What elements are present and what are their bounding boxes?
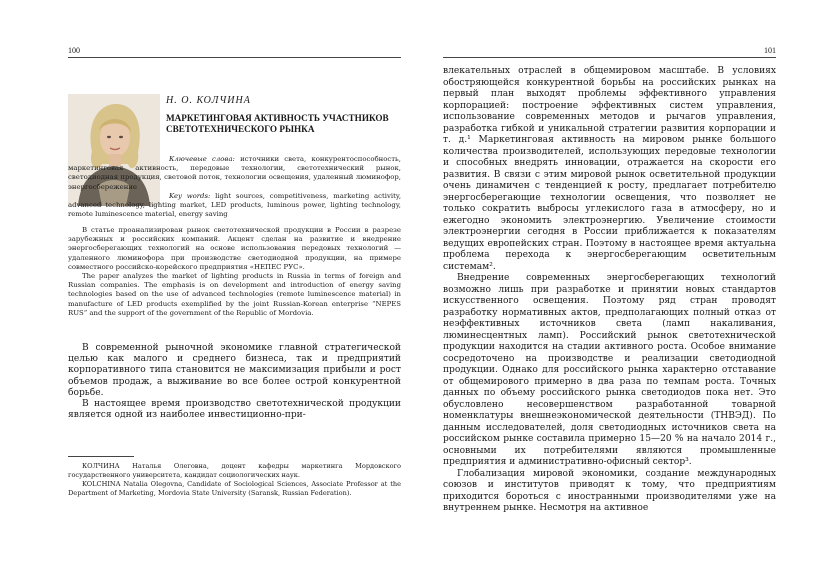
author-name: Н. О. КОЛЧИНА [166, 95, 251, 106]
body-paragraph: Глобализация мировой экономики, создание международных союзов и институтов приводят к тому, что предприятиям приходится бороться с иностранными производителями уже на внутреннем рынке. Несмотря на активное [443, 468, 776, 513]
abstract-en: The paper analyzes the market of lighting products in Russia in terms of foreign and Russian companies. The emphasis is on development and introduction of energy saving technologies based on the use of advanced technologies (remote luminescence material) in manufacture of LED products exemplified by the joint Russian-Korean enterprise “NEPES RUS” and the support of the government of the Republic of Mordovia. [68, 272, 401, 317]
body-text-left [68, 343, 401, 421]
page-number-right: 101 [764, 46, 776, 55]
footnote-ru: КОЛЧИНА Наталья Олеговна, доцент кафедры маркетинга Мордовского государственного университета, кандидат социологических наук. [68, 462, 401, 480]
abstract-ru: В статье проанализирован рынок светотехнической продукции в России в разрезе зарубежных и российских компаний. Акцент сделан на развитие и внедрение энергосберегающих технологий на основе использования передовых технологий — удаленного люминофора при производстве светодиодной продукции, на примере совместного российско-корейского предприятия «НЕПЕС РУС». [68, 226, 401, 271]
keywords-ru-text: источники света, конкурентоспособность, маркетинговая активность, передовые технологии, светотехнический рынок, светодиодная продукция, световой поток, технологии освещения, удаленный люминофор, энергосбережение [68, 155, 401, 191]
keywords-block [68, 155, 401, 219]
footnote-en: KOLCHINA Natalia Olegovna, Candidate of Sociological Sciences, Associate Professor at the Department of Marketing, Mordovia State University (Saransk, Russian Federation). [68, 480, 401, 498]
body-paragraph: В современной рыночной экономике главной стратегической целью как малого и среднего бизнеса, так и предприятий корпоративного типа становится не максимизация прибыли и рост объемов продаж, а выживание во все более острой конкурентной борьбе. [68, 343, 401, 398]
keywords-en-text: light sources, competitiveness, marketing activity, advanced technology, lighting market, LED products, luminous power, lighting technology, remote luminescence material, energy saving [68, 191, 402, 219]
keywords-en-label: Key words: [169, 191, 211, 200]
page-number-left: 100 [68, 46, 80, 55]
keywords-ru [68, 155, 401, 192]
body-paragraph: В настоящее время производство светотехнической продукции является одной из наиболее инвестиционно-при- [68, 399, 401, 421]
keywords-ru-label: Ключевые слова: [169, 155, 235, 163]
body-paragraph: Внедрение современных энергосберегающих технологий возможно лишь при разработке и принятии новых стандартов искусственного освещения. Поэтому ряд стран проводят разработку нормативных актов, предполагающих полный отказ от неэффективных источников света (ламп накаливания, люминесцентных ламп). Российский рынок светотехнической продукции находится на стадии активного роста. Особое внимание сосредоточено на производстве и реализации светодиодной продукции. Однако для российского рынка характерно отставание от общемирового примерно в два раза по темпам роста. Точных данных по объему российского рынка светодиодов пока нет. Это обусловлено несовершенством разработанной товарной номенклатуры внешнеэкономической деятельности (ТНВЭД). По данным исследователей, доля светодиодных источников света на российском рынке составила примерно 15—20 % на начало 2014 г., основными их потребителями являются промышленные предприятия и административно-офисный сектор³. [443, 273, 776, 467]
footnote-rule [68, 456, 134, 457]
keywords-en [68, 192, 401, 220]
header-rule-left [68, 57, 401, 58]
abstract-block [68, 226, 401, 318]
body-text-right [443, 66, 776, 515]
header-rule-right [443, 57, 776, 58]
body-paragraph: влекательных отраслей в общемировом масштабе. В условиях обостряющейся конкурентной борьбы на российских рынках на первый план выходят проблемы эффективного управления корпорацией: построение эффективных систем управления, использование современных методов и рычагов управления, разработка гибкой и уникальной стратегии развития корпорации и т. д.¹ Маркетинговая активность на мировом рынке большого количества производителей, использующих передовые технологии и способных внедрять инновации, отражается на скорости его развития. В связи с этим мировой рынок осветительной продукции очень динамичен с тенденцией к росту, предлагает потребителю энергосберегающие технологии освещения, что позволяет не только сократить выбросы углекислого газа в атмосферу, но и ежегодно экономить электроэнергию. Увеличение стоимости электроэнергии сегодня в России приближается к показателям ведущих европейских стран. Поэтому в настоящее время актуальна проблема перехода к энергосберегающим осветительным системам². [443, 66, 776, 272]
author-footnotes [68, 462, 401, 498]
article-title: МАРКЕТИНГОВАЯ АКТИВНОСТЬ УЧАСТНИКОВ СВЕТОТЕХНИЧЕСКОГО РЫНКА [166, 113, 389, 134]
